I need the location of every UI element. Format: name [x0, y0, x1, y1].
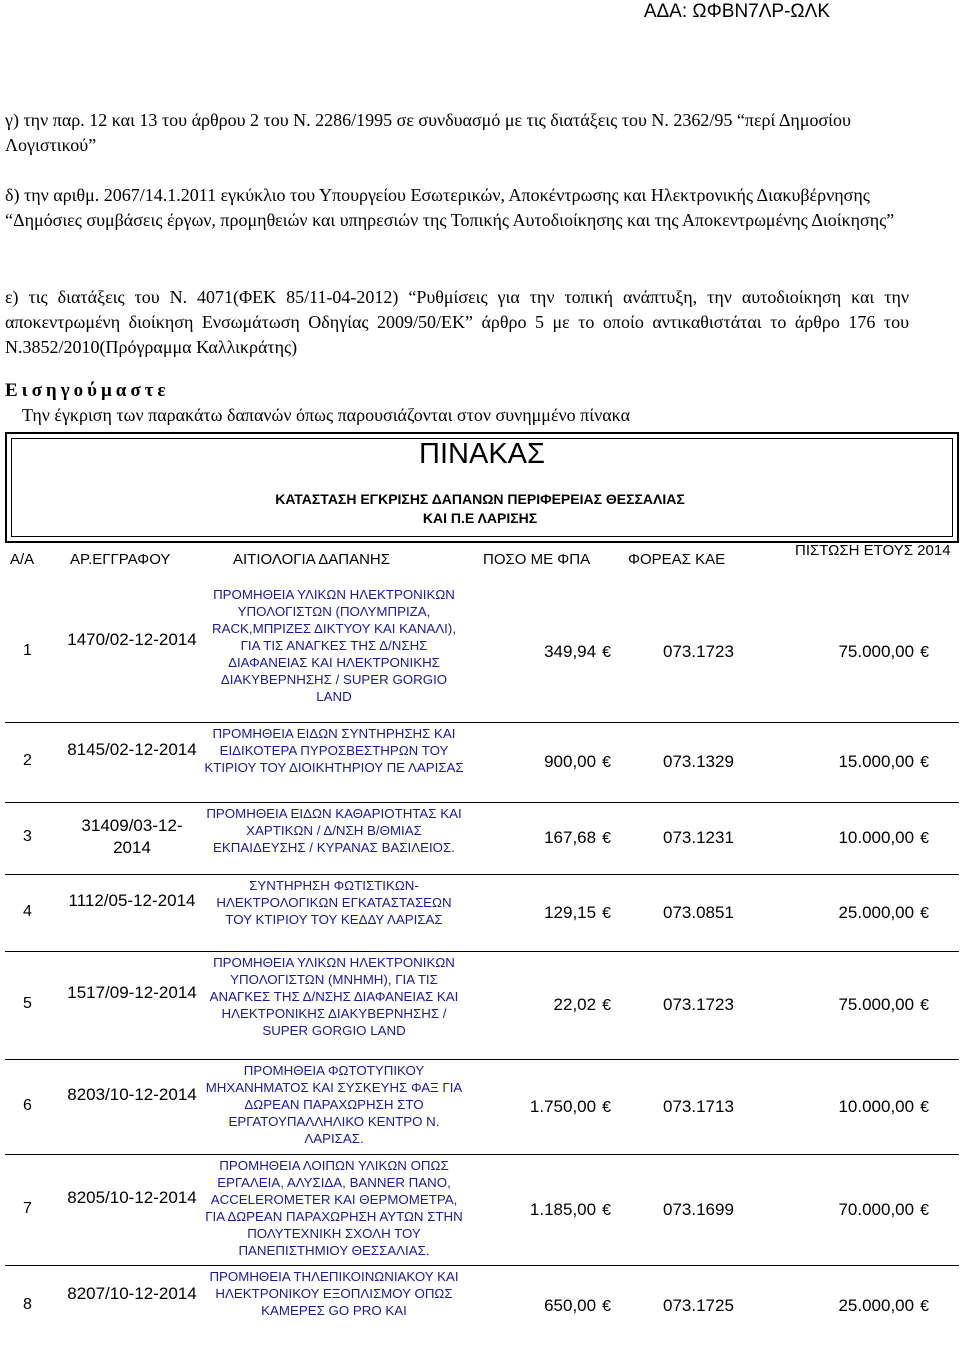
row-credit: 75.000,00 €: [838, 642, 929, 661]
table-title: ΠΙΝΑΚΑΣ: [419, 438, 545, 470]
euro-sign: €: [920, 997, 929, 1014]
paragraph-epsilon: ε) τις διατάξεις του Ν. 4071(ΦΕΚ 85/11-04-2012) “Ρυθμίσεις για την τοπική ανάπτυξη, την αυτοδιοίκηση και την αποκεντρωμένη διοίκηση Ενσωμάτωση Οδηγίας 2009/50/ΕΚ” άρθρο 5 με το οποίο αντικαθιστάται το άρθρο 176 του Ν.3852/2010(Πρόγραμμα Καλλικράτης): [5, 287, 909, 357]
paragraph-delta: δ) την αριθμ. 2067/14.1.2011 εγκύκλιο του Υπουργείου Εσωτερικών, Αποκέντρωσης και Ηλεκτρονικής Διακυβέρνησης “Δημόσιες συμβάσεις έργων, προμηθειών και υπηρεσιών της Τοπικής Αυτοδιοίκησης και της Αποκεντρωμένης Διοίκησης”: [5, 185, 895, 230]
euro-sign: €: [920, 1297, 929, 1315]
header-reason: ΑΙΤΙΟΛΟΓΙΑ ΔΑΠΑΝΗΣ: [233, 551, 391, 568]
row-kae: 073.1329: [663, 752, 734, 771]
euro-sign: €: [920, 1201, 929, 1219]
header-registry: ΑΡ.ΕΓΓΡΑΦΟΥ: [70, 551, 171, 568]
header-kae: ΦΟΡΕΑΣ ΚΑΕ: [628, 551, 726, 568]
row-number: 8: [23, 1295, 32, 1313]
row-number: 4: [23, 902, 32, 920]
row-kae: 073.1723: [663, 642, 734, 661]
table-row: [5, 584, 959, 722]
ada-identifier: ΑΔΑ: ΩΦΒΝ7ΛΡ-ΩΛΚ: [643, 1, 830, 22]
row-number: 3: [23, 828, 32, 845]
row-registry: 8207/10-12-2014: [67, 1283, 197, 1303]
row-reason: ΠΡΟΜΗΘΕΙΑ ΕΙΔΩΝ ΣΥΝΤΗΡΗΣΗΣ ΚΑΙ ΕΙΔΙΚΟΤΕΡΑ ΠΥΡΟΣΒΕΣΤΗΡΩΝ ΤΟΥ ΚΤΙΡΙΟΥ ΤΟΥ ΔΙΟΙΚΗΤΗΡΙΟΥ ΠΕ ΛΑΡΙΣΑΣ: [204, 726, 464, 775]
row-reason: ΠΡΟΜΗΘΕΙΑ ΥΛΙΚΩΝ ΗΛΕΚΤΡΟΝΙΚΩΝ ΥΠΟΛΟΓΙΣΤΩΝ (ΜΝΗΜΗ), ΓΙΑ ΤΙΣ ΑΝΑΓΚΕΣ ΤΗΣ Δ/ΝΣΗΣ ΔΙΑΦΑΝΕΙΑΣ ΚΑΙ ΗΛΕΚΤΡΟΝΙΚΗΣ ΔΙΑΚΥΒΕΡΝΗΣΗΣ / SUPER GORGIO LAND: [209, 955, 459, 1038]
table-row: [5, 951, 959, 1060]
row-registry: 1470/02-12-2014: [67, 630, 197, 649]
row-credit: 25.000,00 €: [838, 902, 929, 922]
row-registry: 8203/10-12-2014: [67, 1084, 197, 1104]
row-credit: 25.000,00 €: [838, 1295, 929, 1315]
row-reason: ΠΡΟΜΗΘΕΙΑ ΛΟΙΠΩΝ ΥΛΙΚΩΝ ΟΠΩΣ ΕΡΓΑΛΕΙΑ, ΑΛΥΣΙΔΑ, BANNER ΠΑΝΟ, ACCELEROMETER ΚΑΙ ΘΕΡΜΟΜΕΤΡΑ, ΓΙΑ ΔΩΡΕΑΝ ΠΑΡΑΧΩΡΗΣΗ ΑΥΤΩΝ ΣΤΗΝ ΠΟΛΥΤΕΧΝΙΚΗ ΣΧΟΛΗ ΤΟΥ ΠΑΝΕΠΙΣΤΗΜΙΟΥ ΘΕΣΣΑΛΙΑΣ.: [205, 1158, 463, 1258]
row-amount: 1.750,00 €: [529, 1096, 611, 1116]
header-credit: ΠΙΣΤΩΣΗ ΕΤΟΥΣ 2014: [795, 542, 951, 559]
row-kae: 073.1723: [663, 995, 734, 1014]
row-credit: 75.000,00 €: [838, 995, 929, 1014]
euro-sign: €: [602, 1297, 611, 1315]
table-row: [5, 1265, 959, 1347]
euro-sign: €: [602, 754, 611, 771]
row-registry: 1112/05-12-2014: [68, 890, 196, 910]
row-number: 7: [23, 1199, 32, 1217]
table-subtitle: ΚΑΤΑΣΤΑΣΗ ΕΓΚΡΙΣΗΣ ΔΑΠΑΝΩΝ ΠΕΡΙΦΕΡΕΙΑΣ ΘΕΣΣΑΛΙΑΣ ΚΑΙ Π.Ε ΛΑΡΙΣΗΣ: [275, 491, 685, 526]
row-amount: 1.185,00 €: [529, 1199, 611, 1219]
row-credit: 10.000,00 €: [838, 1096, 929, 1116]
paragraph-gamma: γ) την παρ. 12 και 13 του άρθρου 2 του Ν. 2286/1995 σε συνδυασμό με τις διατάξεις του Ν. 2362/95 “περί Δημοσίου Λογιστικού”: [5, 110, 851, 155]
table-row: [5, 722, 959, 803]
euro-sign: €: [602, 644, 611, 661]
row-credit: 10.000,00 €: [838, 828, 929, 847]
euro-sign: €: [920, 754, 929, 771]
table-row: [5, 1154, 959, 1266]
row-registry: 1517/09-12-2014: [67, 983, 197, 1002]
row-registry: 8145/02-12-2014: [67, 740, 197, 759]
row-amount: 650,00 €: [544, 1295, 611, 1315]
approval-text: Την έγκριση των παρακάτω δαπανών όπως παρουσιάζονται στον συνημμένο πίνακα: [22, 405, 631, 425]
row-reason: ΠΡΟΜΗΘΕΙΑ ΥΛΙΚΩΝ ΗΛΕΚΤΡΟΝΙΚΩΝ ΥΠΟΛΟΓΙΣΤΩΝ (ΠΟΛΥΜΠΡΙΖΑ, RACK,ΜΠΡΙΖΕΣ ΔΙΚΤΥΟΥ ΚΑΙ ΚΑΝΑΛΙ), ΓΙΑ ΤΙΣ ΑΝΑΓΚΕΣ ΤΗΣ Δ/ΝΣΗΣ ΔΙΑΦΑΝΕΙΑΣ ΚΑΙ ΗΛΕΚΤΡΟΝΙΚΗΣ ΔΙΑΚΥΒΕΡΝΗΣΗΣ / SUPER GORGIO LAND: [211, 587, 456, 704]
euro-sign: €: [602, 904, 611, 922]
row-number: 2: [23, 752, 32, 769]
row-number: 6: [23, 1096, 32, 1114]
table-row: [5, 874, 959, 952]
euro-sign: €: [602, 1098, 611, 1116]
euro-sign: €: [602, 830, 611, 847]
row-amount: 349,94 €: [544, 642, 611, 661]
euro-sign: €: [602, 1201, 611, 1219]
proposal-heading: Εισηγούμαστε: [5, 380, 170, 401]
row-credit: 70.000,00 €: [838, 1199, 929, 1219]
row-kae: 073.1713: [663, 1096, 734, 1116]
row-amount: 167,68 €: [544, 828, 611, 847]
row-amount: 22,02 €: [553, 995, 611, 1014]
euro-sign: €: [920, 1098, 929, 1116]
table-row: [5, 802, 959, 875]
expense-table: [5, 432, 959, 1346]
row-credit: 15.000,00 €: [838, 752, 929, 771]
euro-sign: €: [920, 904, 929, 922]
row-reason: ΣΥΝΤΗΡΗΣΗ ΦΩΤΙΣΤΙΚΩΝ-ΗΛΕΚΤΡΟΛΟΓΙΚΩΝ ΕΓΚΑΤΑΣΤΑΣΕΩΝ ΤΟΥ ΚΤΙΡΙΟΥ ΤΟΥ ΚΕΔΔΥ ΛΑΡΙΣΑΣ: [216, 878, 452, 927]
row-reason: ΠΡΟΜΗΘΕΙΑ ΕΙΔΩΝ ΚΑΘΑΡΙΟΤΗΤΑΣ ΚΑΙ ΧΑΡΤΙΚΩΝ / Δ/ΝΣΗ Β/ΘΜΙΑΣ ΕΚΠΑΙΔΕΥΣΗΣ / ΚΥΡΑΝΑΣ ΒΑΣΙΛΕΙΟΣ.: [206, 806, 462, 855]
euro-sign: €: [920, 644, 929, 661]
row-reason: ΠΡΟΜΗΘΕΙΑ ΤΗΛΕΠΙΚΟΙΝΩΝΙΑΚΟΥ ΚΑΙ ΗΛΕΚΤΡΟΝΙΚΟΥ ΕΞΟΠΛΙΣΜΟΥ ΟΠΩΣ ΚΑΜΕΡΕΣ GO PRO ΚΑΙ: [209, 1269, 459, 1318]
row-amount: 129,15 €: [544, 902, 611, 922]
row-kae: 073.1725: [663, 1295, 734, 1315]
row-kae: 073.1699: [663, 1199, 734, 1219]
row-amount: 900,00 €: [544, 752, 611, 771]
row-kae: 073.1231: [663, 828, 734, 847]
row-number: 1: [23, 642, 32, 659]
header-aa: Α/Α: [10, 551, 35, 568]
row-reason: ΠΡΟΜΗΘΕΙΑ ΦΩΤΟΤΥΠΙΚΟΥ ΜΗΧΑΝΗΜΑΤΟΣ ΚΑΙ ΣΥΣΚΕΥΗΣ ΦΑΞ ΓΙΑ ΔΩΡΕΑΝ ΠΑΡΑΧΩΡΗΣΗ ΣΤΟ ΕΡΓΑΤΟΥΠΑΛΛΗΛΙΚΟ ΚΕΝΤΡΟ Ν. ΛΑΡΙΣΑΣ.: [205, 1063, 463, 1146]
euro-sign: €: [602, 997, 611, 1014]
header-amount: ΠΟΣΟ ΜΕ ΦΠΑ: [483, 551, 591, 568]
row-registry: 8205/10-12-2014: [67, 1187, 197, 1207]
row-kae: 073.0851: [663, 902, 734, 922]
euro-sign: €: [920, 830, 929, 847]
row-number: 5: [23, 995, 32, 1012]
row-registry: 31409/03-12-2014: [81, 816, 183, 857]
table-row: [5, 1059, 959, 1155]
